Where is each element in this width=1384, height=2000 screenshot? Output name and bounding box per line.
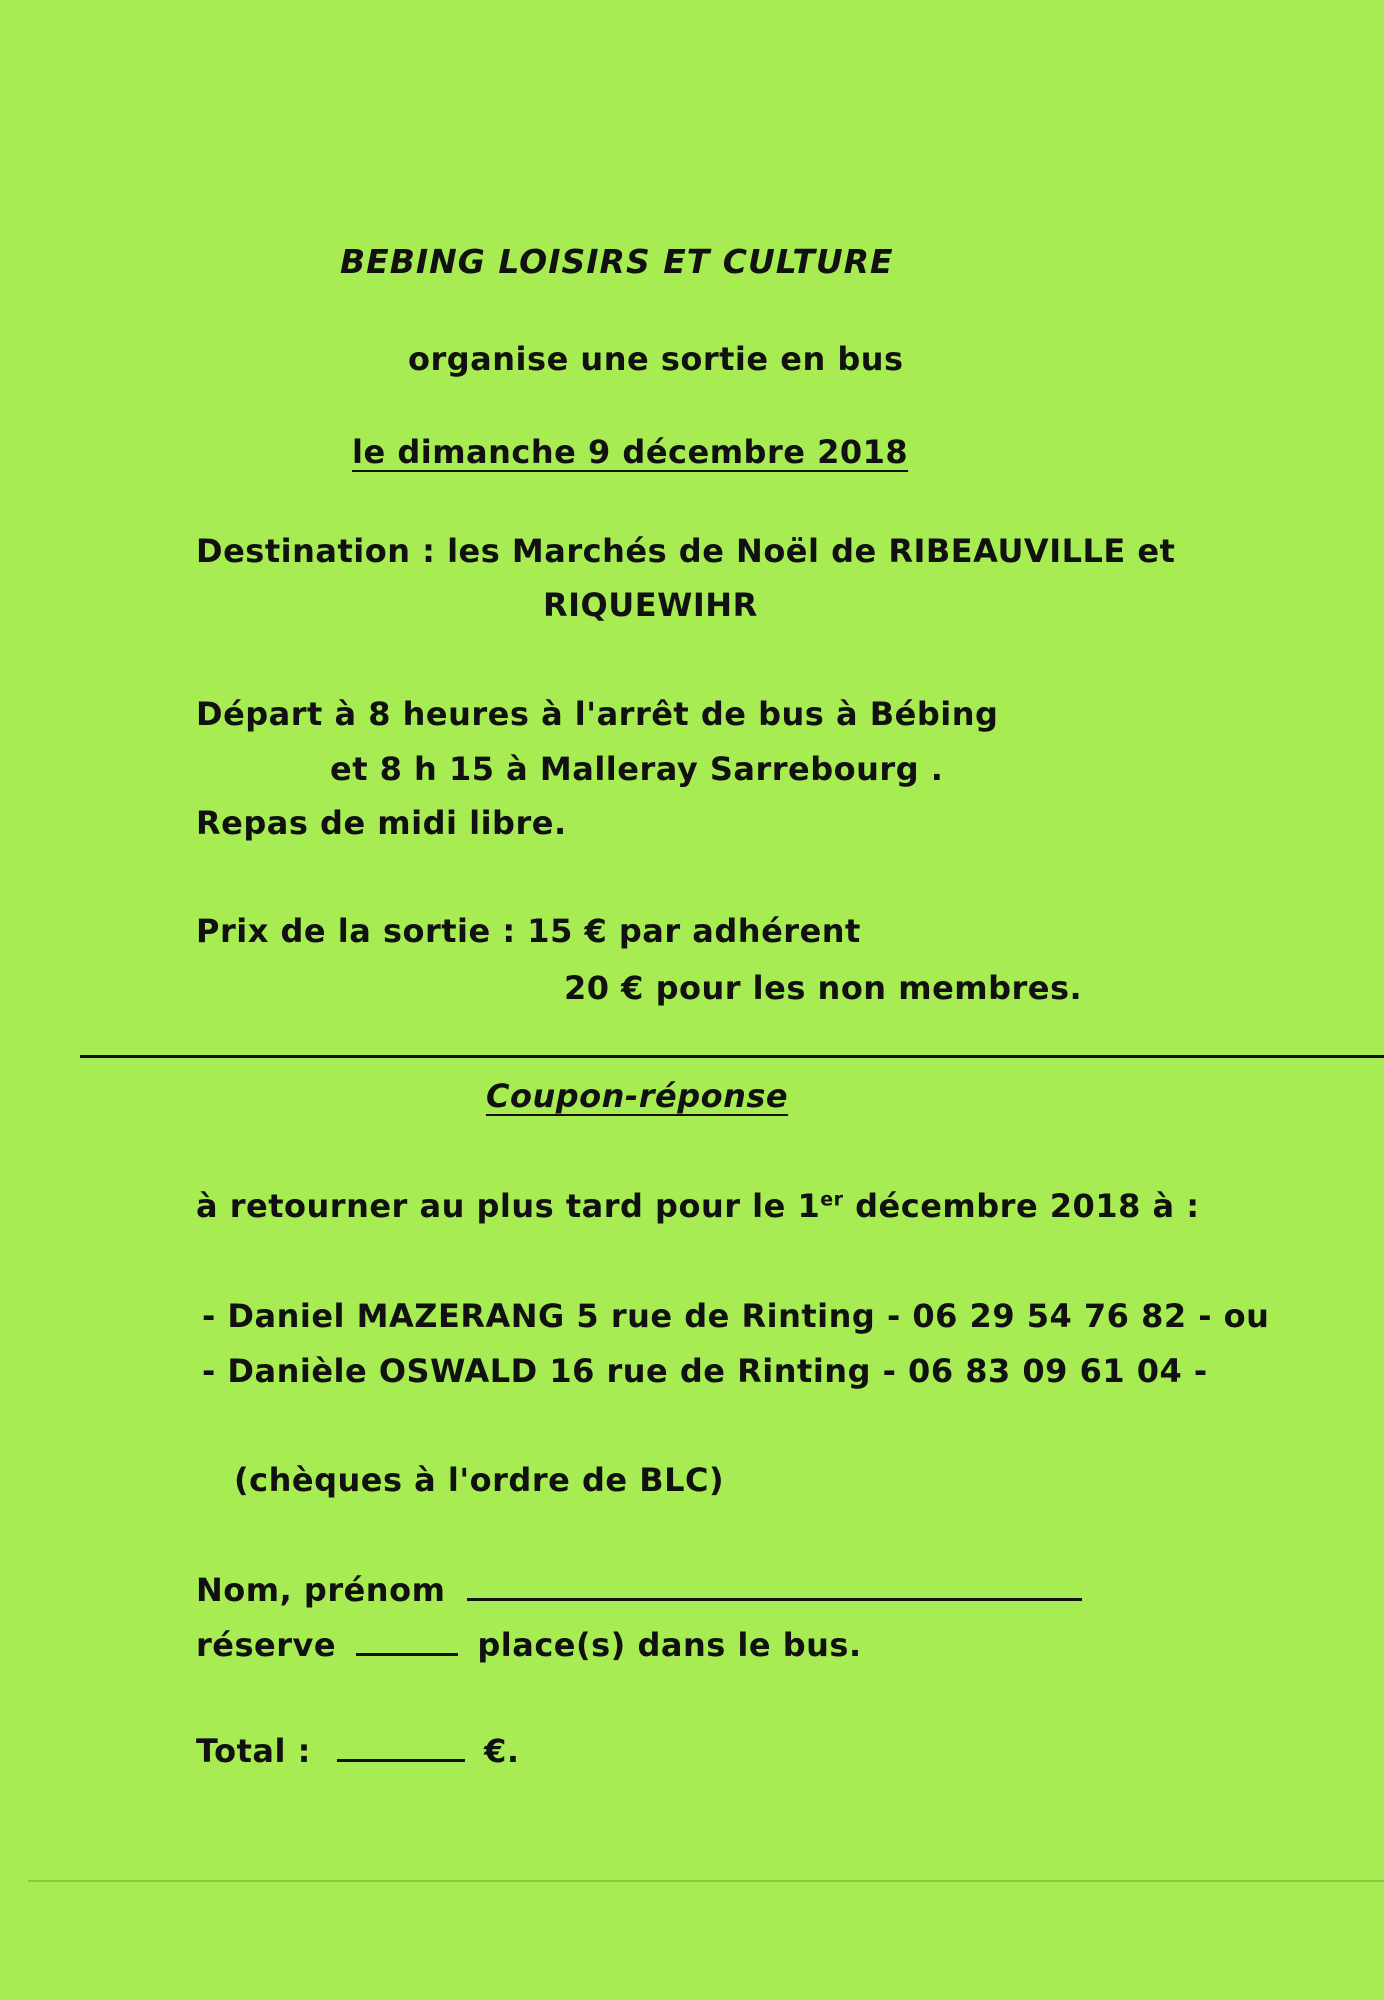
total-row [196,1732,520,1770]
total-blank-field[interactable] [337,1733,465,1762]
total-label: Total : [196,1732,311,1770]
name-blank-field[interactable] [467,1572,1082,1601]
cheques-note: (chèques à l'ordre de BLC) [234,1461,725,1499]
places-blank-field[interactable] [356,1627,458,1656]
departure-line-1: Départ à 8 heures à l'arrêt de bus à Bébing [196,695,999,733]
meal-line: Repas de midi libre. [196,804,567,842]
return-deadline-sup: er [820,1188,844,1211]
total-suffix: €. [484,1732,520,1770]
cut-line [80,1055,1384,1058]
name-row [196,1571,1082,1609]
return-deadline-prefix: à retourner au plus tard pour le 1 [196,1187,821,1225]
price-line-1: Prix de la sortie : 15 € par adhérent [196,912,861,950]
name-label: Nom, prénom [196,1571,446,1609]
organise-line: organise une sortie en bus [408,340,904,378]
destination-line-1: Destination : les Marchés de Noël de RIBEAUVILLE et [196,532,1176,570]
return-deadline [196,1187,1200,1225]
price-line-2: 20 € pour les non membres. [564,969,1083,1007]
contact-2: - Danièle OSWALD 16 rue de Rinting - 06 83 09 61 04 - [202,1352,1208,1390]
return-deadline-suffix: décembre 2018 à : [843,1187,1200,1225]
reserve-label: réserve [196,1626,337,1664]
org-title: BEBING LOISIRS ET CULTURE [340,242,894,281]
destination-line-2: RIQUEWIHR [543,586,758,624]
coupon-title: Coupon-réponse [486,1077,789,1115]
reserve-suffix: place(s) dans le bus. [477,1626,862,1664]
contact-1: - Daniel MAZERANG 5 rue de Rinting - 06 29 54 76 82 - ou [202,1297,1270,1335]
departure-line-2: et 8 h 15 à Malleray Sarrebourg . [330,750,944,788]
event-date: le dimanche 9 décembre 2018 [352,433,909,471]
bottom-rule [28,1880,1384,1882]
reserve-row [196,1626,862,1664]
